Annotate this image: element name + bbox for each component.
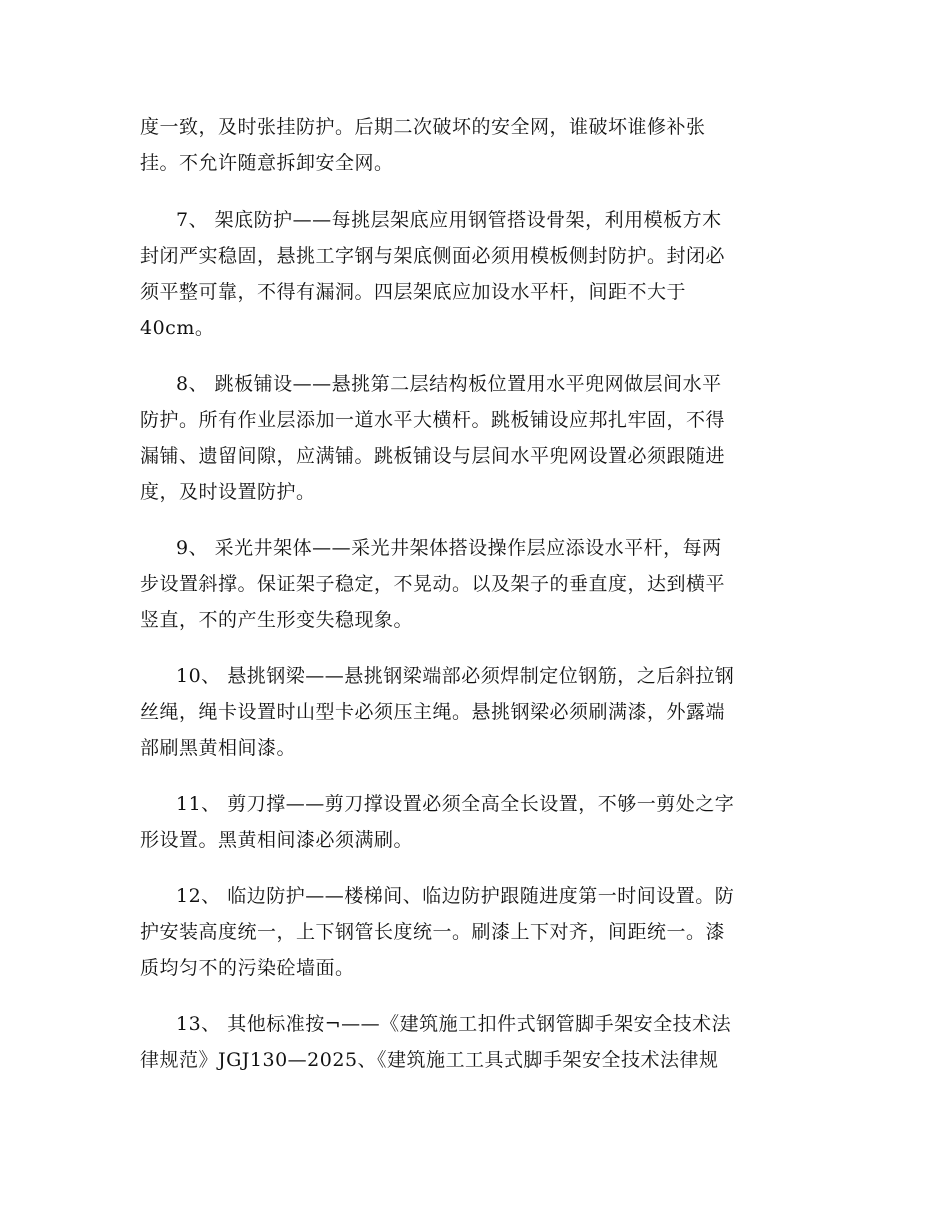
item-7-line-3: 须平整可靠，不得有漏洞。四层架底应加设水平杆，间距不大于 xyxy=(140,281,687,303)
item-9-line-1: 9、 采光井架体——采光井架体搭设操作层应添设水平杆，每两 xyxy=(176,537,722,559)
item-7-line-4: 40cm。 xyxy=(140,317,215,339)
item-13-line-1: 13、 其他标准按¬——《建筑施工扣件式钢管脚手架安全技术法 xyxy=(176,1013,732,1035)
text-line-1: 度一致，及时张挂防护。后期二次破坏的安全网，谁破坏谁修补张 xyxy=(140,116,706,138)
item-8-line-1: 8、 跳板铺设——悬挑第二层结构板位置用水平兜网做层间水平 xyxy=(176,373,722,395)
item-13-line-2: 律规范》JGJ130—2025、《建筑施工工具式脚手架安全技术法律规 xyxy=(140,1049,719,1071)
item-12-line-1: 12、 临边防护——楼梯间、临边防护跟随进度第一时间设置。防 xyxy=(176,885,735,907)
item-7-line-2: 封闭严实稳固，悬挑工字钢与架底侧面必须用模板侧封防护。封闭必 xyxy=(140,245,726,267)
item-10-line-1: 10、 悬挑钢梁——悬挑钢梁端部必须焊制定位钢筋，之后斜拉钢 xyxy=(176,665,735,687)
item-10-line-3: 部刷黑黄相间漆。 xyxy=(140,737,297,759)
item-8-line-2: 防护。所有作业层添加一道水平大横杆。跳板铺设应邦扎牢固，不得 xyxy=(140,409,726,431)
item-7-line-1: 7、 架底防护——每挑层架底应用钢管搭设骨架，利用模板方木 xyxy=(176,209,722,231)
item-12-line-2: 护安装高度统一，上下钢管长度统一。刷漆上下对齐，间距统一。漆 xyxy=(140,921,726,943)
text-line-2: 挂。不允许随意拆卸安全网。 xyxy=(140,152,394,174)
item-9-line-3: 竖直，不的产生形变失稳现象。 xyxy=(140,609,414,631)
item-12-line-3: 质均匀不的污染砼墙面。 xyxy=(140,957,355,979)
item-9-line-2: 步设置斜撑。保证架子稳定，不晃动。以及架子的垂直度，达到横平 xyxy=(140,573,726,595)
item-11-line-2: 形设置。黑黄相间漆必须满刷。 xyxy=(140,829,414,851)
item-8-line-3: 漏铺、遗留间隙，应满铺。跳板铺设与层间水平兜网设置必须跟随进 xyxy=(140,445,726,467)
item-8-line-4: 度，及时设置防护。 xyxy=(140,481,316,503)
item-10-line-2: 丝绳，绳卡设置时山型卡必须压主绳。悬挑钢梁必须刷满漆，外露端 xyxy=(140,701,726,723)
item-11-line-1: 11、 剪刀撑——剪刀撑设置必须全高全长设置，不够一剪处之字 xyxy=(176,793,735,815)
